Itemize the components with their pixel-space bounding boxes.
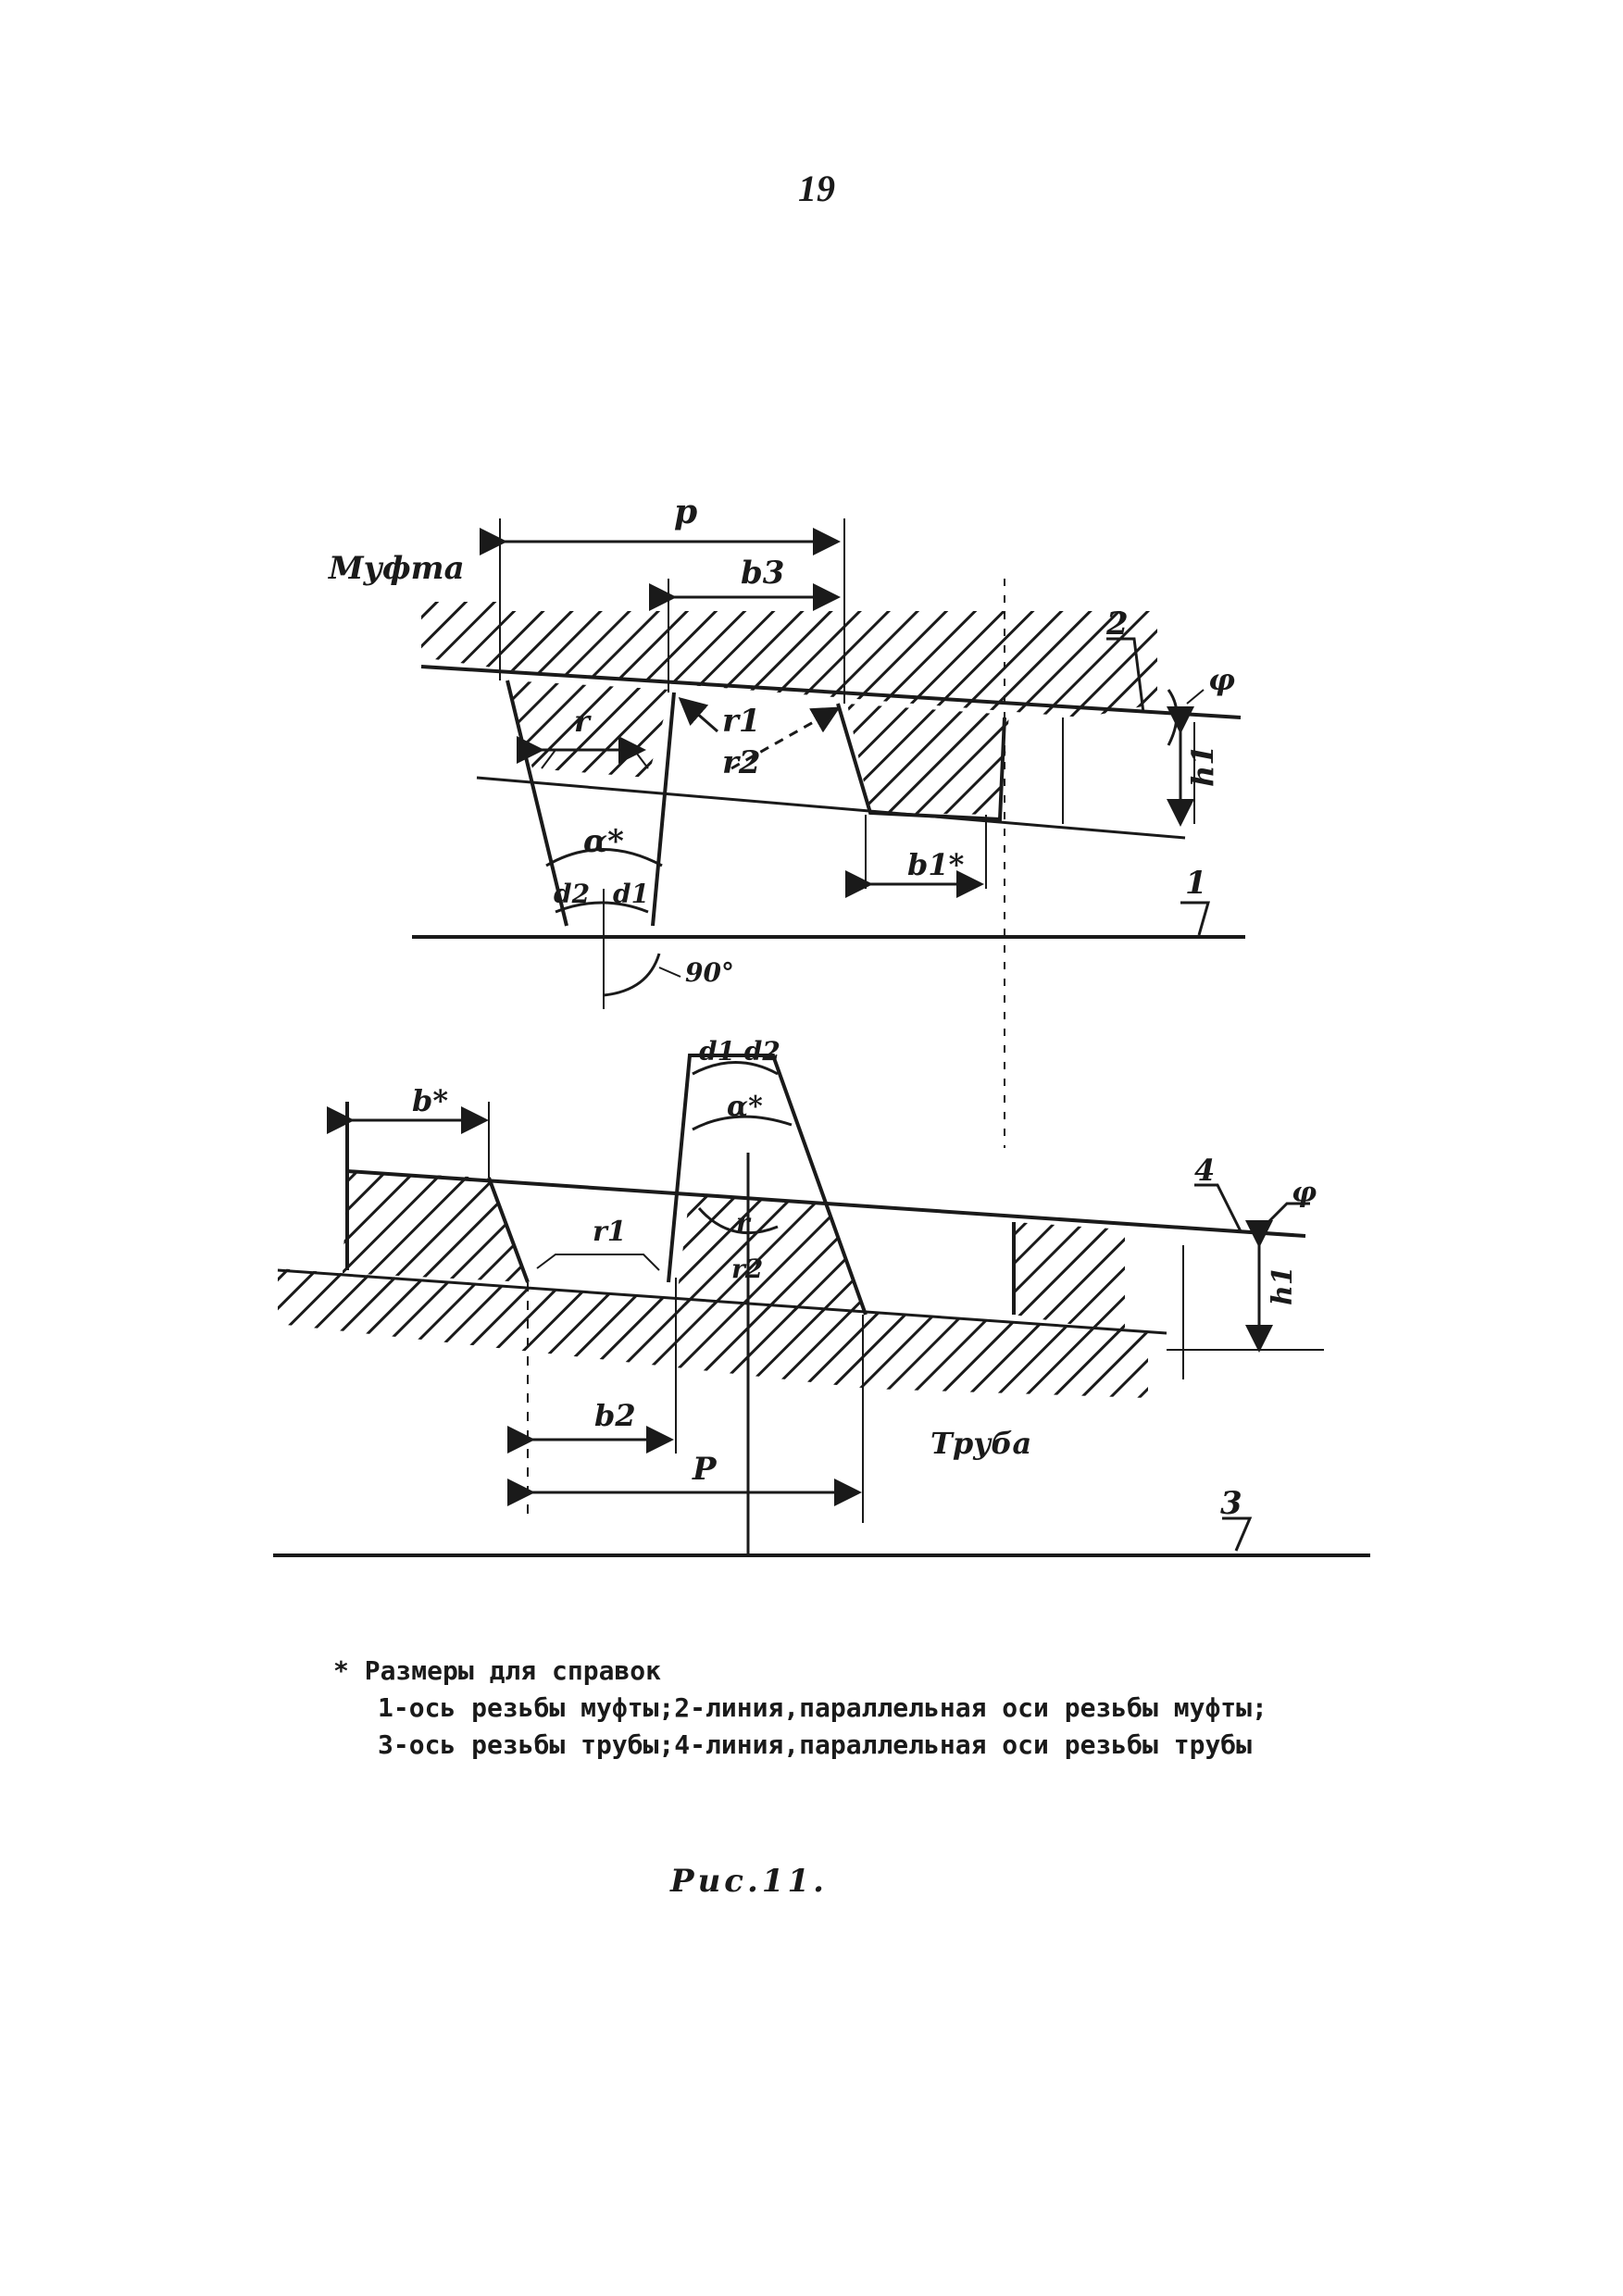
top-h1-label: h1: [1185, 744, 1220, 787]
coupling-label: Муфта: [329, 550, 465, 587]
bottom-r-label: r: [736, 1207, 750, 1238]
pipe-hatch-tooth-right: [1014, 1222, 1125, 1333]
note-line-2: 1-ось резьбы муфты;2-линия,параллельная оси резьбы муфты;: [378, 1692, 1267, 1723]
pipe-label: Труба: [930, 1426, 1032, 1461]
top-r1-label: r1: [722, 703, 761, 740]
top-alpha-label: α*: [583, 823, 624, 860]
page-number: 19: [798, 168, 835, 209]
top-phi-label: φ: [1208, 662, 1235, 697]
ref-1-label: 1: [1185, 865, 1207, 902]
bottom-r1-label: r1: [593, 1216, 627, 1248]
figure-caption: Рис.11.: [670, 1863, 828, 1900]
bottom-alpha-label: α*: [727, 1091, 763, 1123]
bottom-h1-label: h1: [1267, 1266, 1299, 1305]
b1-label: b1*: [907, 847, 965, 882]
coupling-profile: [328, 493, 1245, 1148]
bottom-pitch-label: P: [693, 1451, 717, 1488]
pipe-hatch-tooth-left: [343, 1171, 528, 1282]
ref-4-label: 4: [1194, 1153, 1216, 1188]
b2-label: b2: [594, 1398, 636, 1433]
bottom-d1d2-label: d1 d2: [699, 1036, 780, 1067]
b3-label: b3: [741, 555, 785, 592]
note-line-1: * Размеры для справок: [333, 1655, 662, 1686]
b-star-label: b*: [412, 1083, 449, 1118]
top-d1-label: d1: [613, 879, 650, 909]
pipe-profile: [273, 1036, 1370, 1555]
top-r2-label: r2: [722, 744, 761, 781]
top-d2-label: d2: [554, 879, 591, 909]
top-r-label: r: [574, 704, 590, 739]
ref-2-label: 2: [1106, 605, 1129, 643]
bottom-r2-label: r2: [731, 1254, 764, 1284]
pitch-label: p: [674, 493, 698, 531]
note-line-3: 3-ось резьбы трубы;4-линия,параллельная оси резьбы трубы: [378, 1729, 1253, 1760]
coupling-hatch-tooth-right: [847, 704, 1009, 815]
reference-notes: [333, 1653, 1267, 1764]
right-angle-label: 90°: [685, 957, 734, 988]
ref-3-label: 3: [1220, 1485, 1242, 1522]
bottom-phi-label: φ: [1292, 1177, 1317, 1209]
